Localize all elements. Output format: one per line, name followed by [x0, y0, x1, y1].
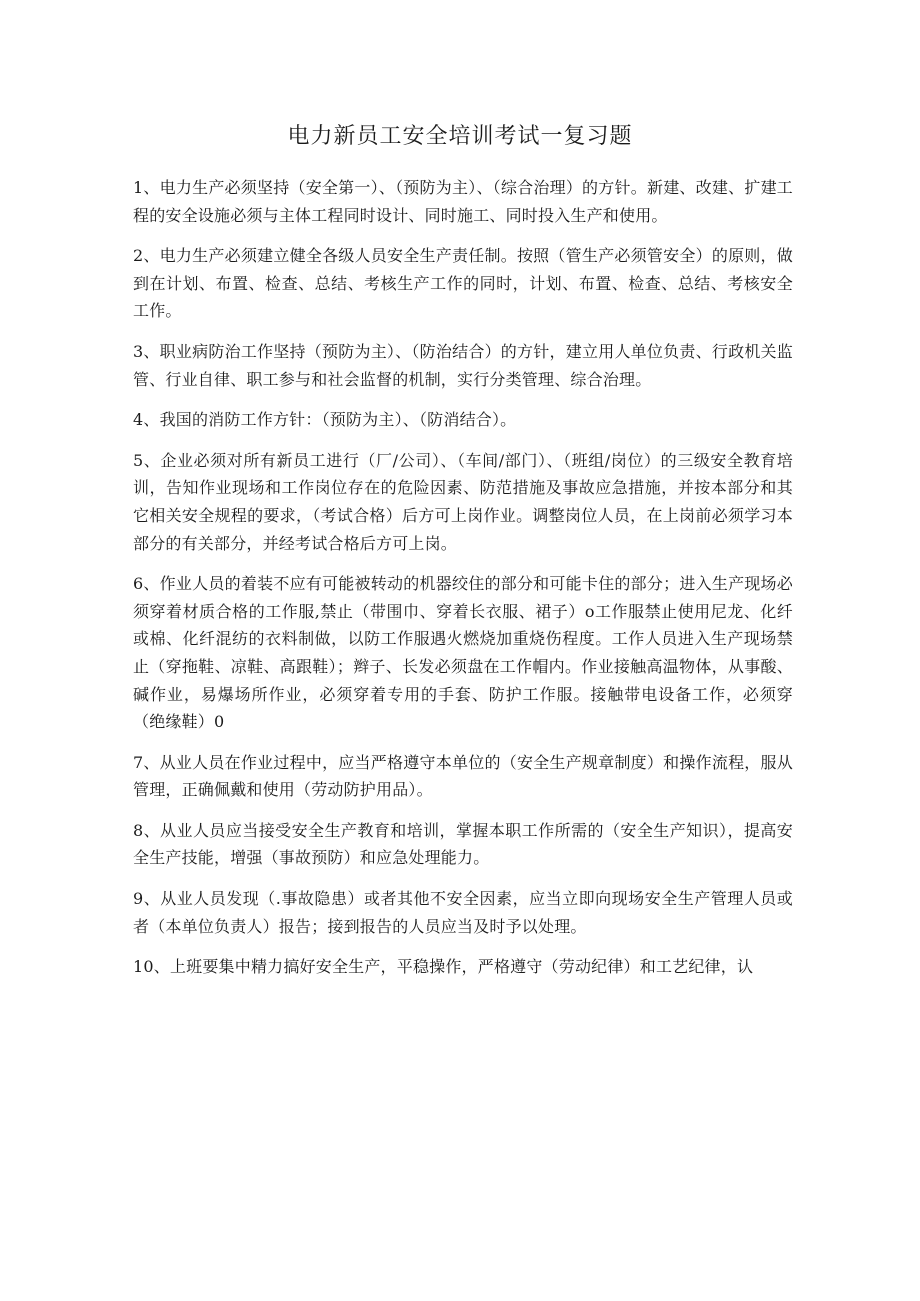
- question-item-2: 2、电力生产必须建立健全各级人员安全生产责任制。按照（管生产必须管安全）的原则，做到在计划、布置、检查、总结、考核生产工作的同时，计划、布置、检查、总结、考核安全工作。: [133, 246, 793, 321]
- question-item-9: 9、从业人员发现（.事故隐患）或者其他不安全因素，应当立即向现场安全生产管理人员或者（本单位负责人）报告；接到报告的人员应当及时予以处理。: [133, 889, 793, 936]
- question-item-1: 1、电力生产必须坚持（安全第一）、（预防为主）、（综合治理）的方针。新建、改建、扩建工程的安全设施必须与主体工程同时设计、同时施工、同时投入生产和使用。: [133, 178, 793, 225]
- question-item-3: 3、职业病防治工作坚持（预防为主）、（防治结合）的方针，建立用人单位负责、行政机关监管、行业自律、职工参与和社会监督的机制，实行分类管理、综合治理。: [133, 341, 793, 389]
- question-item-10: 10、上班要集中精力搞好安全生产，平稳操作，严格遵守（劳动纪律）和工艺纪律，认: [133, 957, 754, 977]
- question-item-4: 4、我国的消防工作方针：（预防为主）、（防消结合）。: [133, 410, 517, 430]
- question-item-8: 8、从业人员应当接受安全生产教育和培训，掌握本职工作所需的（安全生产知识），提高安全生产技能，增强（事故预防）和应急处理能力。: [133, 820, 793, 868]
- question-item-5: 5、企业必须对所有新员工进行（厂/公司）、（车间/部门）、（班组/岗位）的三级安全教育培训，告知作业现场和工作岗位存在的危险因素、防范措施及事故应急措施，并按本部分和其它相关安全规程的要求，（考试合格）后方可上岗作业。调整岗位人员，在上岗前必须学习本部分的有关部分，并经考试合格后方可上岗。: [133, 450, 793, 553]
- question-item-7: 7、从业人员在作业过程中，应当严格遵守本单位的（安全生产规章制度）和操作流程，服从管理，正确佩戴和使用（劳动防护用品）。: [133, 752, 793, 800]
- document-title: 电力新员工安全培训考试一复习题: [287, 124, 633, 149]
- question-list: [133, 174, 793, 994]
- question-item-6: 6、作业人员的着装不应有可能被转动的机器绞住的部分和可能卡住的部分；进入生产现场必须穿着材质合格的工作服,禁止（带围巾、穿着长衣服、裙子）o工作服禁止使用尼龙、化纤或棉、化纤混纺的衣料制做，以防工作服遇火燃烧加重烧伤程度。工作人员进入生产现场禁止（穿拖鞋、凉鞋、高跟鞋）；辫子、长发必须盘在工作帽内。作业接触高温物体，从事酸、碱作业，易爆场所作业，必须穿着专用的手套、防护工作服。接触带电设备工作，必须穿（绝缘鞋）0: [133, 574, 793, 732]
